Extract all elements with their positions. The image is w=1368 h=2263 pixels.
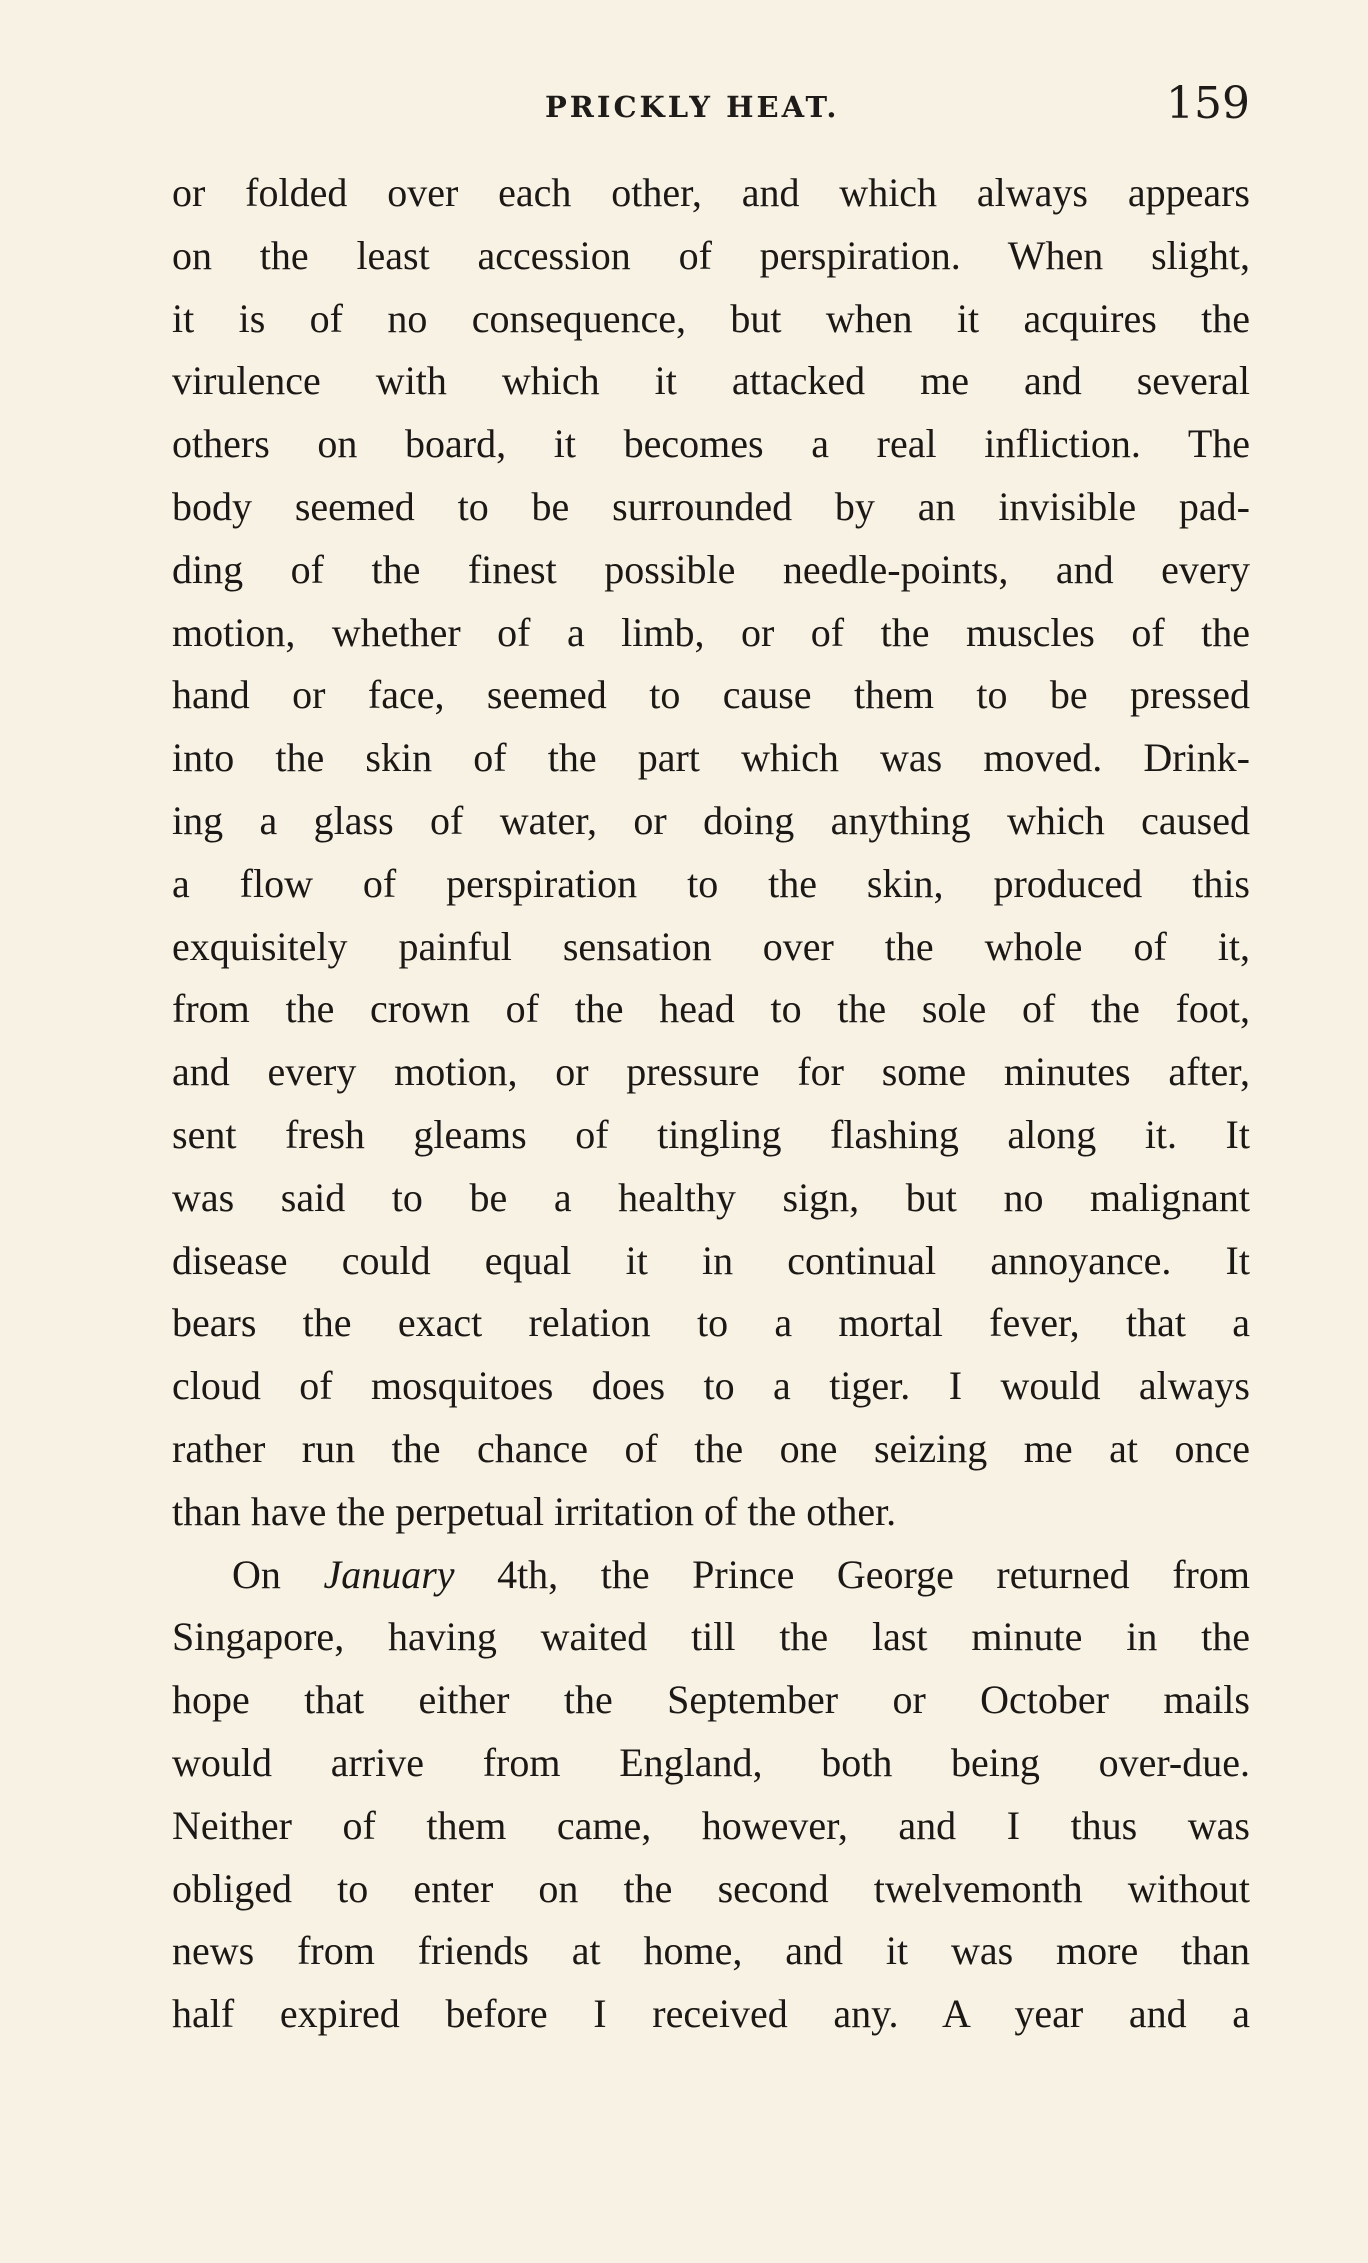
- text-line: obliged to enter on the second twelvemonth without: [172, 1865, 1250, 1911]
- text-line: others on board, it becomes a real infliction. The: [172, 421, 1250, 467]
- page-number: 159: [1166, 78, 1250, 129]
- text-line: sent fresh gleams of tingling flashing along it. It: [172, 1111, 1250, 1157]
- text-line: and every motion, or pressure for some minutes after,: [172, 1049, 1250, 1095]
- text-line: rather run the chance of the one seizing me at once: [172, 1425, 1250, 1471]
- text-line: was said to be a healthy sign, but no malignant: [172, 1174, 1250, 1220]
- text-line: disease could equal it in continual annoyance. It: [172, 1237, 1250, 1283]
- text-line: ding of the finest possible needle-points, and every: [172, 546, 1250, 592]
- text-line: half expired before I received any. A year and a: [172, 1991, 1250, 2037]
- running-title: PRICKLY HEAT.: [545, 90, 840, 124]
- text-line: on the least accession of perspiration. When slight,: [172, 232, 1250, 278]
- running-head: [170, 78, 1250, 138]
- body-text: [172, 162, 1250, 2046]
- text-line: from the crown of the head to the sole of the foot,: [172, 986, 1250, 1032]
- text-line: virulence with which it attacked me and several: [172, 358, 1250, 404]
- text-line: a flow of perspiration to the skin, produced this: [172, 860, 1250, 906]
- text-line: motion, whether of a limb, or of the muscles of the: [172, 609, 1250, 655]
- text-fragment: 4th, the Prince George returned from: [454, 1551, 1250, 1597]
- text-fragment: On: [232, 1551, 324, 1597]
- text-line: Neither of them came, however, and I thus was: [172, 1802, 1250, 1848]
- italic-month: January: [323, 1551, 455, 1597]
- text-line: Singapore, having waited till the last minute in the: [172, 1614, 1250, 1660]
- text-line: would arrive from England, both being over-due.: [172, 1739, 1250, 1785]
- text-line: into the skin of the part which was moved. Drink-: [172, 735, 1250, 781]
- text-line: news from friends at home, and it was more than: [172, 1928, 1250, 1974]
- text-line: hand or face, seemed to cause them to be pressed: [172, 672, 1250, 718]
- text-line: it is of no consequence, but when it acquires the: [172, 295, 1250, 341]
- text-line: or folded over each other, and which always appears: [172, 170, 1250, 215]
- text-line: exquisitely painful sensation over the whole of it,: [172, 923, 1250, 969]
- text-line: hope that either the September or October mails: [172, 1677, 1250, 1723]
- text-line: ing a glass of water, or doing anything which caused: [172, 797, 1250, 843]
- text-line: bears the exact relation to a mortal fever, that a: [172, 1300, 1250, 1346]
- paragraph-start-line: [172, 1544, 1250, 1607]
- text-line: body seemed to be surrounded by an invisible pad-: [172, 483, 1250, 529]
- text-line: than have the perpetual irritation of the other.: [172, 1488, 897, 1534]
- text-line: cloud of mosquitoes does to a tiger. I would always: [172, 1363, 1250, 1409]
